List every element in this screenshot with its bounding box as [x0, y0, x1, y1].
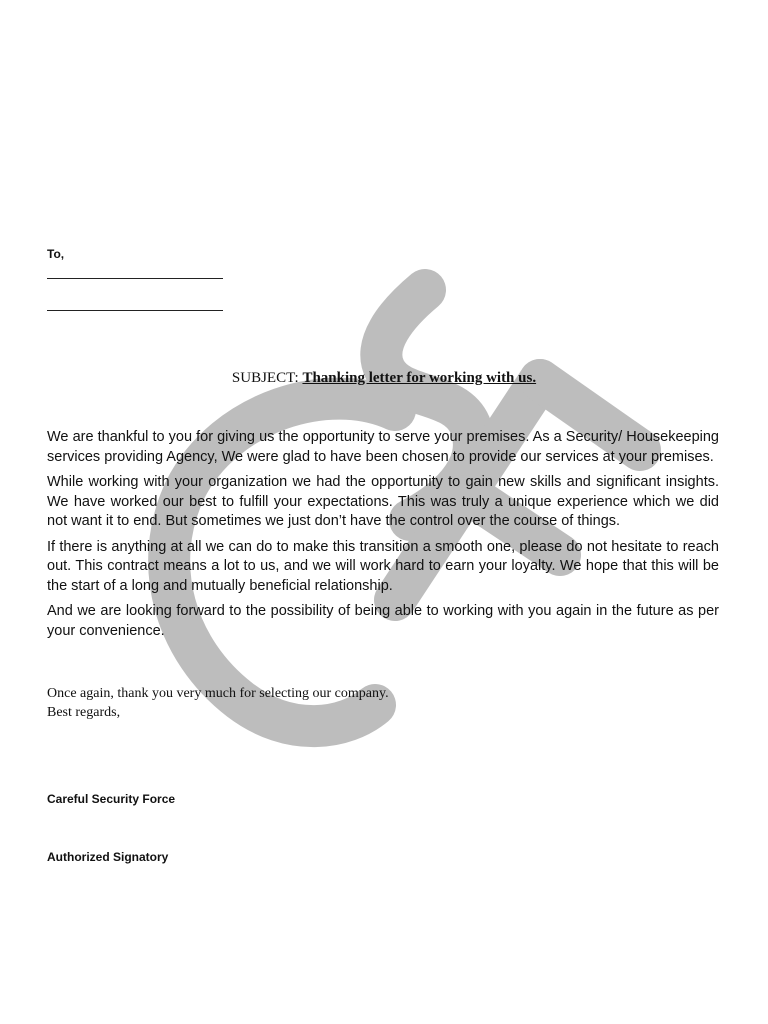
subject-text: Thanking letter for working with us. [302, 370, 537, 386]
closing-line: Once again, thank you very much for selecting our company. [47, 686, 389, 701]
address-blank-line-1 [47, 278, 223, 279]
subject-label: SUBJECT: [231, 370, 299, 386]
company-name: Careful Security Force [47, 792, 176, 806]
closing-block [47, 684, 389, 722]
subject-line [0, 370, 768, 387]
regards-line: Best regards, [47, 705, 121, 720]
letter-body [47, 428, 719, 647]
authorized-signatory: Authorized Signatory [47, 850, 169, 864]
body-paragraph-1: We are thankful to you for giving us the opportunity to serve your premises. As a Security/ Housekeeping services providing Agency, We were glad to have been chosen to provide our services at your premises. [47, 429, 719, 465]
address-blank-line-2 [47, 310, 223, 311]
body-paragraph-2: While working with your organization we had the opportunity to gain new skills and significant insights. We have worked our best to fulfill your expectations. This was truly a unique experience which we did not want it to end. But sometimes we just don’t have the control over the course of things. [47, 474, 719, 529]
body-paragraph-4: And we are looking forward to the possibility of being able to working with you again in the future as per your convenience. [47, 603, 719, 639]
body-paragraph-3: If there is anything at all we can do to make this transition a smooth one, please do not hesitate to reach out. This contract means a lot to us, and we will work hard to earn your loyalty. We hope that this will be the start of a long and mutually beneficial relationship. [47, 538, 719, 594]
salutation: To, [47, 247, 65, 261]
